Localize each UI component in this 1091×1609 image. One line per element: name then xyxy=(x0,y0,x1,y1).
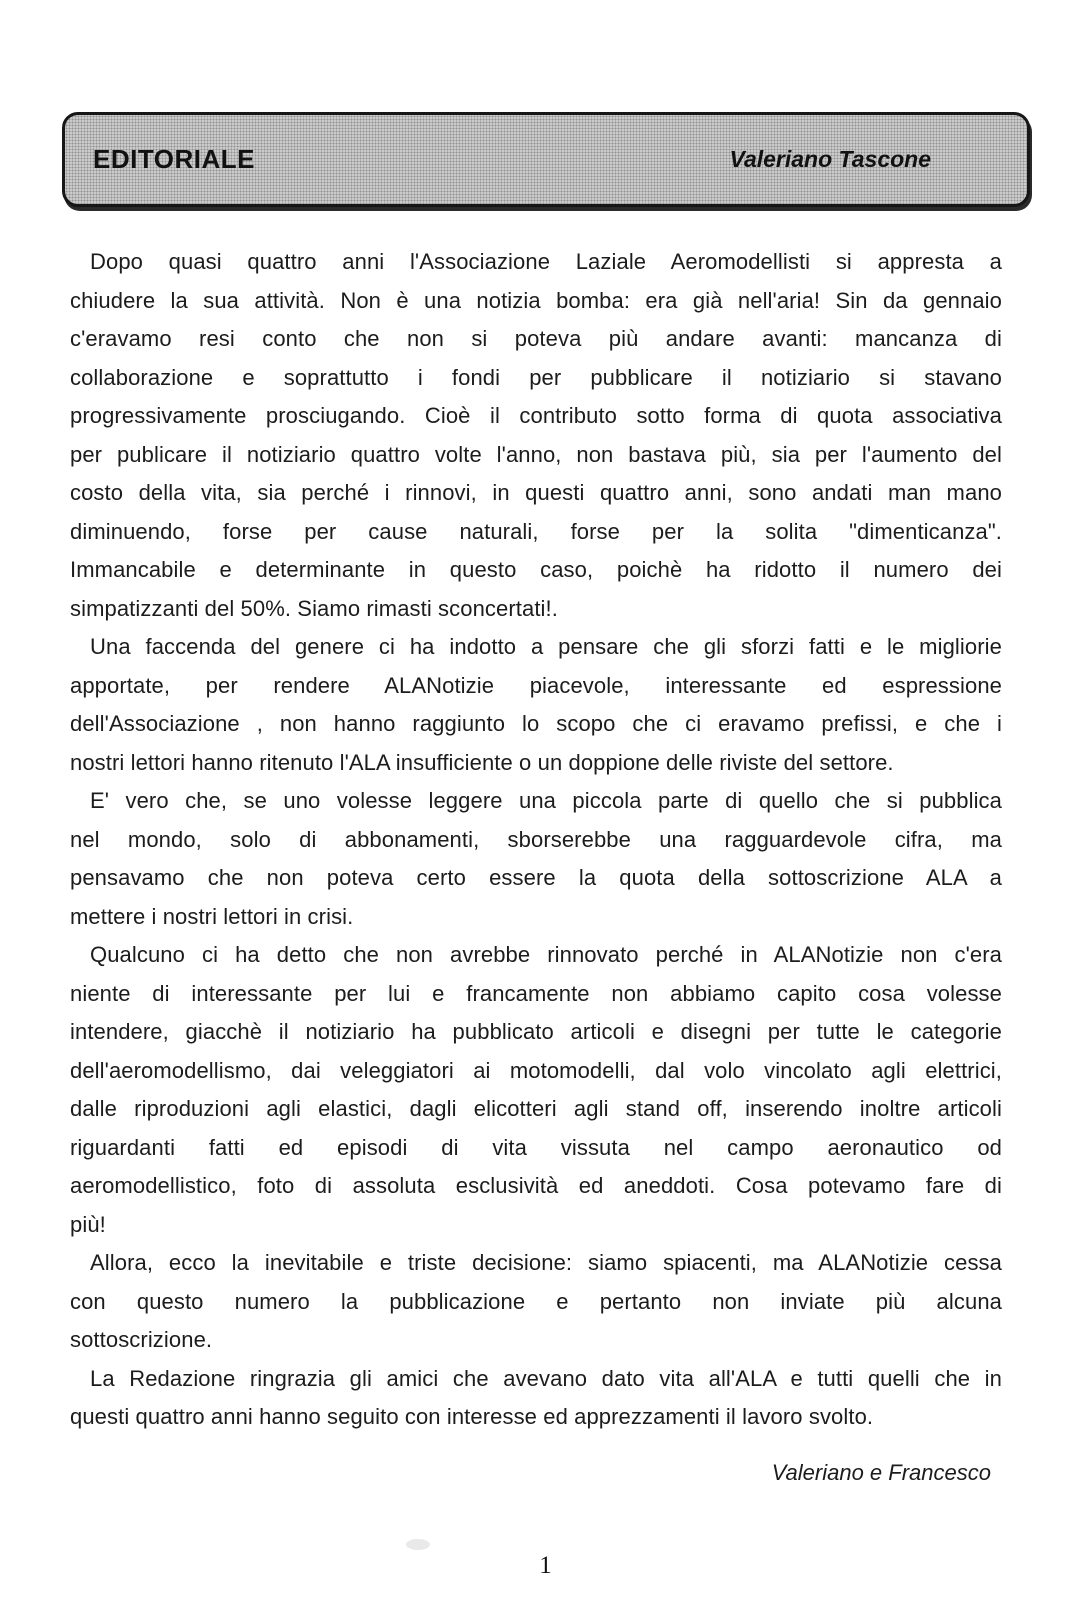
scan-smudge-artifact xyxy=(406,1539,430,1550)
article-line: nostri lettori hanno ritenuto l'ALA insufficiente o un doppione delle riviste del settore. xyxy=(70,749,894,775)
article-line: sottoscrizione. xyxy=(70,1327,213,1352)
article-line: dalle riproduzioni agli elastici, dagli elicotteri agli stand off, inserendo inoltre articoli xyxy=(70,1096,1002,1121)
article-line: Immancabile e determinante in questo caso, poichè ha ridotto il numero dei xyxy=(70,557,1002,582)
article-line: progressivamente prosciugando. Cioè il contributo sotto forma di quota associativa xyxy=(70,403,1002,428)
article-line: mettere i nostri lettori in crisi. xyxy=(70,903,354,929)
signature: Valeriano e Francesco xyxy=(771,1460,991,1485)
article-line: più! xyxy=(70,1211,106,1237)
article-line: E' vero che, se uno volesse leggere una piccola parte di quello che si pubblica xyxy=(90,788,1002,813)
article-line: apportate, per rendere ALANotizie piacevole, interessante ed espressione xyxy=(70,672,1002,698)
article-line: Allora, ecco la inevitabile e triste decisione: siamo spiacenti, ma ALANotizie cessa xyxy=(90,1250,1002,1275)
article-line: questi quattro anni hanno seguito con interesse ed apprezzamenti il lavoro svolto. xyxy=(70,1404,874,1429)
article-line: chiudere la sua attività. Non è una notizia bomba: era già nell'aria! Sin da gennaio xyxy=(70,287,1002,313)
author-name: Valeriano Tascone xyxy=(729,146,931,172)
section-title: EDITORIALE xyxy=(93,144,255,174)
article-line: per publicare il notiziario quattro volte l'anno, non bastava più, sia per l'aumento del xyxy=(70,441,1002,467)
article-line: intendere, giacchè il notiziario ha pubblicato articoli e disegni per tutte le categorie xyxy=(70,1019,1002,1044)
article-line: pensavamo che non poteva certo essere la quota della sottoscrizione ALA a xyxy=(70,865,1002,890)
article-line: c'eravamo resi conto che non si poteva più andare avanti: mancanza di xyxy=(70,326,1002,351)
article-line: Dopo quasi quattro anni l'Associazione Laziale Aeromodellisti si appresta a xyxy=(90,249,1002,274)
article-line: nel mondo, solo di abbonamenti, sborserebbe una ragguardevole cifra, ma xyxy=(70,826,1002,852)
article-line: niente di interessante per lui e francamente non abbiamo capito cosa volesse xyxy=(70,980,1002,1006)
editorial-body-text xyxy=(70,243,1002,1437)
article-line: riguardanti fatti ed episodi di vita vissuta nel campo aeronautico od xyxy=(70,1134,1002,1160)
article-line: dell'Associazione , non hanno raggiunto lo scopo che ci eravamo prefissi, e che i xyxy=(70,711,1002,736)
article-line: dell'aeromodellismo, dai veleggiatori ai motomodelli, dal volo vincolato agli elettrici, xyxy=(70,1057,1002,1083)
article-line: con questo numero la pubblicazione e pertanto non inviate più alcuna xyxy=(70,1288,1002,1314)
editorial-header-banner xyxy=(62,112,1030,207)
article-line: collaborazione e soprattutto i fondi per pubblicare il notiziario si stavano xyxy=(70,364,1002,390)
article-line: simpatizzanti del 50%. Siamo rimasti sconcertati!. xyxy=(70,595,558,621)
article-line: costo della vita, sia perché i rinnovi, in questi quattro anni, sono andati man mano xyxy=(70,480,1002,505)
article-line: diminuendo, forse per cause naturali, forse per la solita "dimenticanza". xyxy=(70,518,1002,544)
article-line: aeromodellistico, foto di assoluta esclusività ed aneddoti. Cosa potevamo fare di xyxy=(70,1173,1002,1198)
article-line: Una faccenda del genere ci ha indotto a pensare che gli sforzi fatti e le migliorie xyxy=(90,634,1002,659)
article-line: La Redazione ringrazia gli amici che avevano dato vita all'ALA e tutti quelli che in xyxy=(90,1365,1002,1391)
article-line: Qualcuno ci ha detto che non avrebbe rinnovato perché in ALANotizie non c'era xyxy=(90,942,1002,967)
page-number: 1 xyxy=(539,1552,552,1579)
